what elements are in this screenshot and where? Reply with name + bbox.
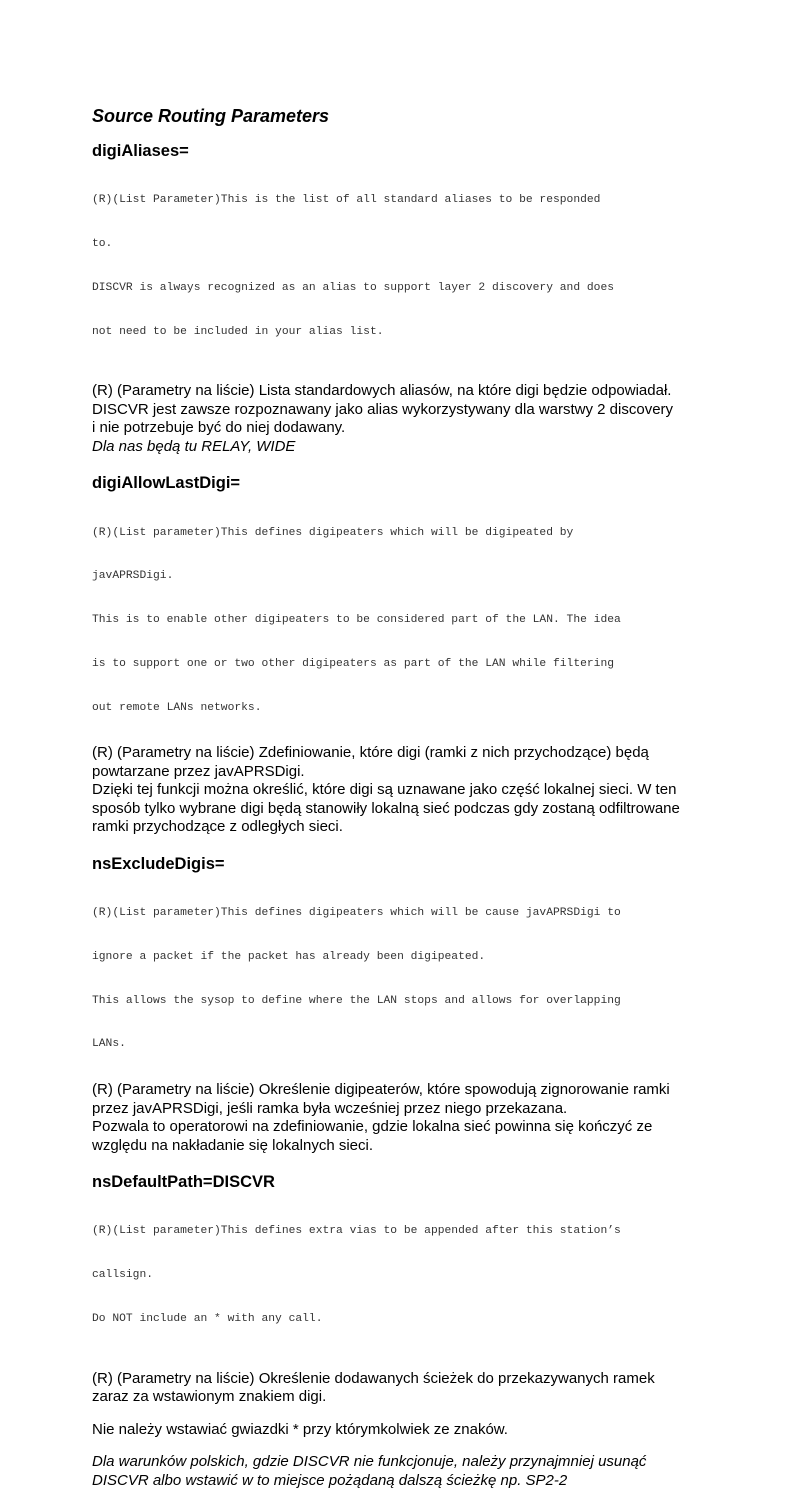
english-line: DISCVR is always recognized as an alias to support layer 2 discovery and does: [92, 281, 615, 294]
english-description: [92, 164, 704, 368]
polish-line: powtarzane przez javAPRSDigi.: [92, 762, 305, 780]
english-line: This is to enable other digipeaters to be considered part of the LAN. The idea: [92, 614, 621, 627]
polish-line: (R) (Parametry na liście) Zdefiniowanie, które digi (ramki z nich przychodzące) będą: [92, 744, 649, 762]
polish-line: ramki przychodzące z odległych sieci.: [92, 818, 343, 836]
section-ns-exclude-digis: [92, 854, 704, 1155]
english-description: [92, 1195, 704, 1356]
polish-line: Dzięki tej funkcji można określić, które digi są uznawane jako część lokalnej sieci. W ten: [92, 781, 677, 799]
english-line: callsign.: [92, 1269, 154, 1282]
polish-line: (R) (Parametry na liście) Określenie dodawanych ścieżek do przekazywanych ramek: [92, 1369, 655, 1387]
local-note: [92, 1453, 704, 1490]
english-line: (R)(List Parameter)This is the list of all standard aliases to be responded: [92, 194, 601, 207]
english-line: (R)(List parameter)This defines digipeaters which will be cause javAPRSDigi to: [92, 907, 621, 920]
polish-line: (R) (Parametry na liście) Lista standardowych aliasów, na które digi będzie odpowiadał.: [92, 382, 672, 400]
english-line: is to support one or two other digipeaters as part of the LAN while filtering: [92, 657, 615, 670]
english-line: LANs.: [92, 1038, 126, 1051]
english-line: to.: [92, 237, 113, 250]
section-digi-allow-last-digi: [92, 473, 704, 837]
polish-description: [92, 382, 704, 456]
local-note: Dla nas będą tu RELAY, WIDE: [92, 437, 296, 455]
section-heading: nsDefaultPath=DISCVR: [92, 1173, 275, 1192]
english-line: This allows the sysop to define where the LAN stops and allows for overlapping: [92, 994, 621, 1007]
document-page: [92, 105, 704, 1490]
polish-line: (R) (Parametry na liście) Określenie digipeaterów, które spowodują zignorowanie ramki: [92, 1081, 670, 1099]
english-line: not need to be included in your alias list.: [92, 325, 384, 338]
section-ns-default-path: [92, 1172, 704, 1490]
section-digi-aliases: [92, 141, 704, 456]
section-heading: digiAllowLastDigi=: [92, 474, 241, 493]
polish-description: [92, 744, 704, 837]
polish-line: przez javAPRSDigi, jeśli ramka była wcześniej przez niego przekazana.: [92, 1099, 568, 1117]
english-line: out remote LANs networks.: [92, 701, 262, 714]
note-line: Dla warunków polskich, gdzie DISCVR nie funkcjonuje, należy przynajmniej usunąć: [92, 1453, 647, 1471]
polish-line: zaraz za wstawionym znakiem digi.: [92, 1388, 327, 1406]
english-description: [92, 496, 704, 744]
english-line: javAPRSDigi.: [92, 570, 174, 583]
polish-line: Pozwala to operatorowi na zdefiniowanie, gdzie lokalna sieć powinna się kończyć ze: [92, 1118, 653, 1136]
english-line: (R)(List parameter)This defines extra vias to be appended after this station’s: [92, 1225, 621, 1238]
note-line: DISCVR albo wstawić w to miejsce pożądaną dalszą ścieżkę np. SP2-2: [92, 1471, 568, 1489]
polish-warning: Nie należy wstawiać gwiazdki * przy którymkolwiek ze znaków.: [92, 1420, 508, 1438]
polish-line: i nie potrzebuje być do niej dodawany.: [92, 419, 346, 437]
english-line: ignore a packet if the packet has already been digipeated.: [92, 950, 486, 963]
english-line: Do NOT include an * with any call.: [92, 1312, 323, 1325]
polish-line: DISCVR jest zawsze rozpoznawany jako alias wykorzystywany dla warstwy 2 discovery: [92, 400, 674, 418]
polish-line: sposób tylko wybrane digi będą stanowiły lokalną sieć podczas gdy zostaną odfiltrowane: [92, 799, 680, 817]
polish-description: [92, 1370, 704, 1407]
section-heading: digiAliases=: [92, 142, 189, 160]
polish-line: względu na nakładanie się lokalnych sieci.: [92, 1136, 374, 1154]
polish-description: [92, 1081, 704, 1155]
english-description: [92, 877, 704, 1081]
english-line: (R)(List parameter)This defines digipeaters which will be digipeated by: [92, 526, 574, 539]
section-heading: nsExcludeDigis=: [92, 854, 225, 873]
page-title: Source Routing Parameters: [92, 106, 330, 126]
